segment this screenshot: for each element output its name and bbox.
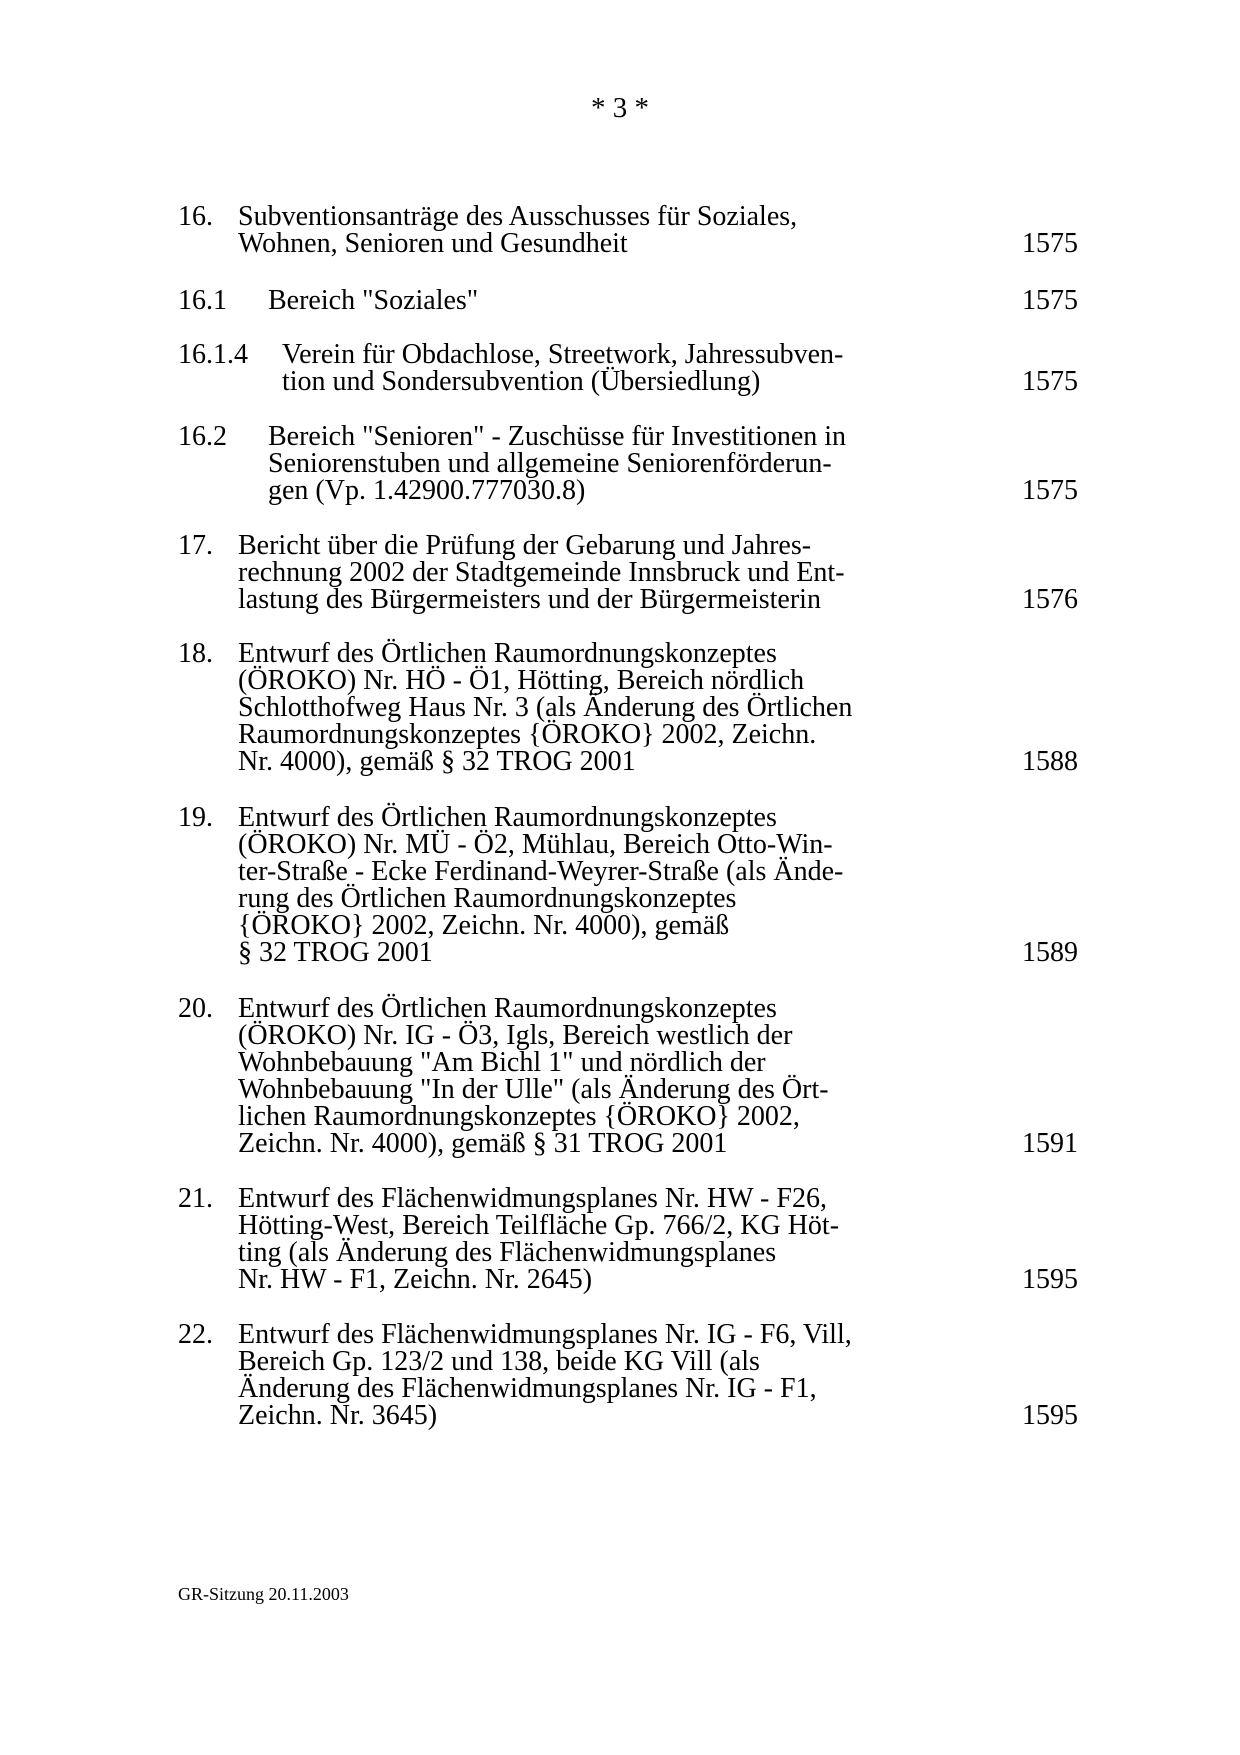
toc-entry-16	[178, 203, 1078, 257]
entry-number: 16.1.4	[178, 339, 248, 370]
entry-text: Entwurf des Flächenwidmungsplanes Nr. HW - F26, Hötting-West, Bereich Teilfläche Gp. 766/2, KG Höt- ting (als Änderung des Flächenwidmungsplanes Nr. HW - F1, Zeichn. Nr. 2645)	[238, 1183, 840, 1295]
entry-number: 16.2	[178, 421, 227, 452]
toc-entry-16-2	[178, 423, 1078, 504]
entry-text: Subventionsanträge des Ausschusses für Soziales, Wohnen, Senioren und Gesundheit	[238, 201, 798, 259]
entry-number: 22.	[178, 1319, 213, 1350]
entry-page: 1589	[1022, 937, 1078, 968]
entry-number: 20.	[178, 993, 213, 1024]
entry-text: Entwurf des Örtlichen Raumordnungskonzeptes (ÖROKO) Nr. HÖ - Ö1, Hötting, Bereich nördlich Schlotthofweg Haus Nr. 3 (als Änderung des Örtlichen Raumordnungskonzeptes {ÖROKO} 2002, Zeichn. Nr. 4000), gemäß § 32 TROG 2001	[238, 638, 853, 777]
entry-text: Bereich "Senioren" - Zuschüsse für Investitionen in Seniorenstuben und allgemeine Seniorenförderun- gen (Vp. 1.42900.777030.8)	[268, 421, 847, 506]
entry-number: 16.	[178, 201, 213, 232]
footer-session-date: GR-Sitzung 20.11.2003	[178, 1584, 349, 1604]
entry-page: 1595	[1022, 1264, 1078, 1295]
entry-text: Verein für Obdachlose, Streetwork, Jahressubven- tion und Sondersubvention (Übersiedlung)	[282, 339, 844, 397]
entry-page: 1575	[1022, 228, 1078, 259]
entry-number: 16.1	[178, 285, 227, 316]
entry-number: 19.	[178, 802, 213, 833]
toc-entry-20	[178, 995, 1078, 1157]
entry-page: 1575	[1022, 475, 1078, 506]
toc-entry-16-1-4	[178, 341, 1078, 395]
page-number: * 3 *	[591, 92, 649, 124]
entry-number: 21.	[178, 1183, 213, 1214]
toc-entry-17	[178, 532, 1078, 613]
entry-text: Entwurf des Örtlichen Raumordnungskonzeptes (ÖROKO) Nr. MÜ - Ö2, Mühlau, Bereich Otto-Win- ter-Straße - Ecke Ferdinand-Weyrer-Straße (als Ände- rung des Örtlichen Raumordnungskonzeptes {ÖROKO} 2002, Zeichn. Nr. 4000), gemäß § 32 TROG 2001	[238, 802, 844, 968]
entry-number: 17.	[178, 530, 213, 561]
entry-page: 1575	[1022, 366, 1078, 397]
toc-entry-18	[178, 640, 1078, 775]
entry-page: 1575	[1022, 285, 1078, 316]
entry-text: Entwurf des Örtlichen Raumordnungskonzeptes (ÖROKO) Nr. IG - Ö3, Igls, Bereich westlich der Wohnbebauung "Am Bichl 1" und nördlich der Wohnbebauung "In der Ulle" (als Änderung des Ört- lichen Raumordnungskonzeptes {ÖROKO} 2002, Zeichn. Nr. 4000), gemäß § 31 TROG 2001	[238, 993, 829, 1159]
toc-entry-19	[178, 804, 1078, 966]
toc-entry-21	[178, 1185, 1078, 1293]
entry-page: 1576	[1022, 584, 1078, 615]
toc-entry-22	[178, 1321, 1078, 1429]
entry-number: 18.	[178, 638, 213, 669]
entry-page: 1591	[1022, 1128, 1078, 1159]
entry-text: Bericht über die Prüfung der Gebarung und Jahres- rechnung 2002 der Stadtgemeinde Innsbruck und Ent- lastung des Bürgermeisters und der Bürgermeisterin	[238, 530, 845, 615]
entry-text: Entwurf des Flächenwidmungsplanes Nr. IG - F6, Vill, Bereich Gp. 123/2 und 138, beide KG Vill (als Änderung des Flächenwidmungsplanes Nr. IG - F1, Zeichn. Nr. 3645)	[238, 1319, 852, 1431]
entry-page: 1595	[1022, 1400, 1078, 1431]
entry-text: Bereich "Soziales"	[268, 285, 479, 316]
entry-page: 1588	[1022, 746, 1078, 777]
toc-entry-16-1	[178, 287, 1078, 314]
